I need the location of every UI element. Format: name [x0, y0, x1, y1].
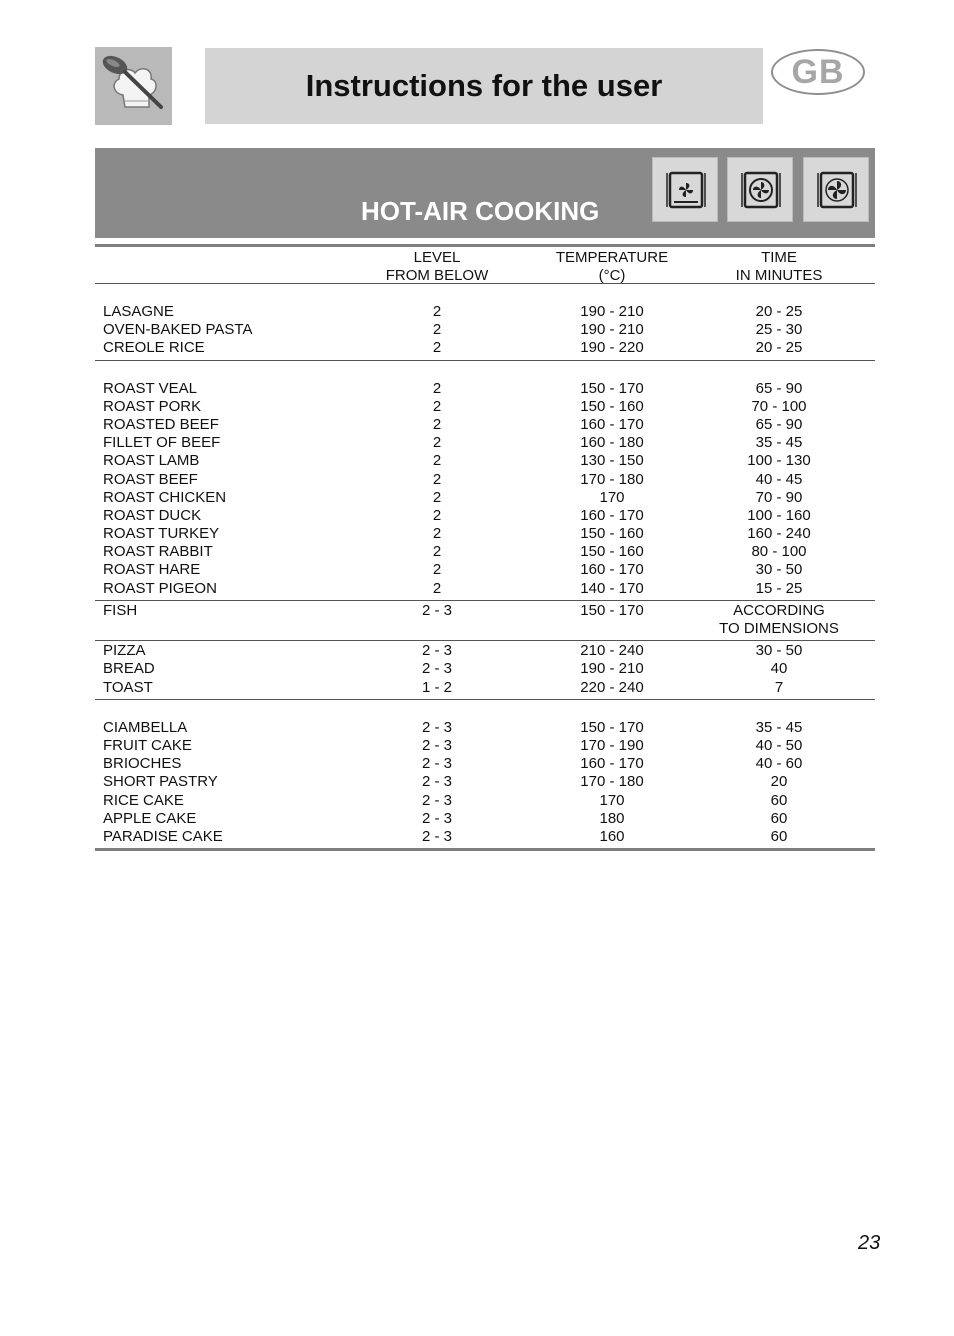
level-cell: 2	[432, 525, 442, 543]
table-header	[95, 247, 875, 284]
time-cell: 70 - 90	[755, 488, 803, 506]
temperature-cell: 190 - 210	[580, 660, 644, 678]
table-row	[95, 303, 875, 321]
time-cell: 65 - 90	[755, 415, 803, 433]
temperature-cell: 160 - 170	[580, 561, 644, 579]
section-banner	[95, 148, 875, 238]
table-row	[95, 642, 875, 660]
table-row	[95, 679, 875, 697]
level-cell: 2 - 3	[421, 718, 452, 736]
table-row	[95, 339, 875, 357]
table-row	[95, 452, 875, 470]
dish-name: FISH	[103, 601, 138, 619]
level-cell: 2 - 3	[421, 773, 452, 791]
time-cell: 40 - 45	[755, 470, 803, 488]
level-cell: 2	[432, 379, 442, 397]
time-cell: 35 - 45	[755, 434, 803, 452]
dish-name: RICE CAKE	[103, 791, 184, 809]
temperature-cell: 160 - 170	[580, 755, 644, 773]
table-row	[95, 810, 875, 828]
brand-logo	[95, 47, 172, 125]
temperature-cell: 190 - 210	[580, 303, 644, 320]
temperature-cell: 170 - 180	[580, 773, 644, 791]
time-cell: 20	[770, 773, 788, 791]
dish-name: ROAST VEAL	[103, 379, 197, 397]
time-cell: 60	[770, 827, 788, 845]
table-row	[95, 380, 875, 398]
dish-name: TOAST	[103, 678, 153, 696]
time-cell: 30 - 50	[755, 561, 803, 579]
dish-name: ROAST PORK	[103, 397, 202, 415]
table-row	[95, 416, 875, 434]
temperature-cell: 160 - 180	[580, 434, 644, 452]
header-temperature-line2: (°C)	[598, 267, 626, 285]
time-cell: 60	[770, 809, 788, 827]
row-group	[95, 601, 875, 641]
time-cell: 65 - 90	[755, 379, 803, 397]
temperature-cell: 150 - 170	[580, 718, 644, 736]
time-cell: 7	[774, 678, 784, 696]
header-time-line1: TIME	[761, 249, 797, 266]
table-row	[95, 828, 875, 846]
page-number: 23	[858, 1232, 881, 1254]
temperature-cell: 160	[599, 827, 625, 845]
dish-name: FILLET OF BEEF	[103, 434, 221, 452]
table-row	[95, 543, 875, 561]
table-row	[95, 602, 875, 620]
row-group	[95, 641, 875, 700]
header-temperature-line1: TEMPERATURE	[555, 249, 669, 266]
dish-name: BRIOCHES	[103, 755, 182, 773]
time-cell: 20 - 25	[755, 339, 803, 357]
cooking-table	[95, 244, 875, 851]
dish-name: PIZZA	[103, 642, 146, 660]
temperature-cell: 160 - 170	[580, 415, 644, 433]
table-body	[95, 284, 875, 851]
level-cell: 2	[432, 434, 442, 452]
time-cell: 100 - 160	[747, 506, 811, 524]
dish-name: ROAST CHICKEN	[103, 488, 227, 506]
dish-name: ROAST RABBIT	[103, 543, 213, 561]
table-row	[95, 398, 875, 416]
table-row	[95, 773, 875, 791]
time-cell: TO DIMENSIONS	[719, 620, 839, 637]
level-cell: 2	[432, 339, 442, 357]
temperature-cell: 150 - 170	[580, 601, 644, 619]
dish-name: OVEN-BAKED PASTA	[103, 321, 253, 339]
table-row	[95, 434, 875, 452]
level-cell: 2 - 3	[421, 755, 452, 773]
dish-name: ROAST LAMB	[103, 452, 200, 470]
temperature-cell: 170	[599, 488, 625, 506]
chef-hat-spoon-icon	[95, 47, 172, 125]
dish-name: ROAST TURKEY	[103, 525, 220, 543]
dish-name: LASAGNE	[103, 303, 174, 320]
temperature-cell: 150 - 170	[580, 379, 644, 397]
time-cell: 100 - 130	[747, 452, 811, 470]
table-row	[95, 321, 875, 339]
dish-name: CREOLE RICE	[103, 339, 205, 357]
temperature-cell: 150 - 160	[580, 543, 644, 561]
table-row	[95, 792, 875, 810]
table-row	[95, 737, 875, 755]
time-cell: 160 - 240	[747, 525, 811, 543]
temperature-cell: 190 - 210	[580, 321, 644, 339]
temperature-cell: 160 - 170	[580, 506, 644, 524]
dish-name: ROAST HARE	[103, 561, 201, 579]
language-badge	[771, 49, 865, 95]
dish-name: APPLE CAKE	[103, 809, 197, 827]
table-row	[95, 719, 875, 737]
level-cell: 2	[432, 488, 442, 506]
header-time-line2: IN MINUTES	[735, 267, 823, 285]
table-row	[95, 525, 875, 543]
time-cell: 40 - 60	[755, 755, 803, 773]
fan-ring-heat-icon	[727, 157, 793, 222]
row-group	[95, 700, 875, 851]
table-row	[95, 489, 875, 507]
time-cell: 30 - 50	[755, 642, 803, 660]
table-row	[95, 561, 875, 579]
temperature-cell: 130 - 150	[580, 452, 644, 470]
dish-name: BREAD	[103, 660, 155, 678]
time-cell: 25 - 30	[755, 321, 803, 339]
level-cell: 2	[432, 543, 442, 561]
temperature-cell: 170 - 180	[580, 470, 644, 488]
level-cell: 2	[432, 470, 442, 488]
table-row	[95, 660, 875, 678]
level-cell: 2	[432, 303, 442, 320]
time-cell: 20 - 25	[755, 303, 803, 320]
page-header	[205, 48, 763, 124]
level-cell: 2	[432, 561, 442, 579]
level-cell: 2 - 3	[421, 642, 452, 660]
header-time	[679, 249, 879, 285]
level-cell: 2	[432, 579, 442, 597]
time-cell: 35 - 45	[755, 718, 803, 736]
dish-name: ROASTED BEEF	[103, 415, 219, 433]
level-cell: 2	[432, 321, 442, 339]
time-cell: 80 - 100	[751, 543, 807, 561]
level-cell: 2	[432, 506, 442, 524]
level-cell: 2	[432, 397, 442, 415]
dish-name: CIAMBELLA	[103, 718, 188, 736]
dish-name: ROAST BEEF	[103, 470, 198, 488]
section-title: HOT-AIR COOKING	[361, 196, 600, 226]
table-row	[95, 507, 875, 525]
header-level	[337, 249, 537, 285]
table-row	[95, 755, 875, 773]
temperature-cell: 180	[599, 809, 625, 827]
time-cell: 70 - 100	[751, 397, 807, 415]
temperature-cell: 190 - 220	[580, 339, 644, 357]
language-badge-label: GB	[791, 52, 845, 91]
temperature-cell: 210 - 240	[580, 642, 644, 660]
fan-icon	[803, 157, 869, 222]
temperature-cell: 170 - 190	[580, 736, 644, 754]
temperature-cell: 140 - 170	[580, 579, 644, 597]
row-group	[95, 284, 875, 361]
time-cell: 15 - 25	[755, 579, 803, 597]
temperature-cell: 220 - 240	[580, 678, 644, 696]
time-cell: 60	[770, 791, 788, 809]
level-cell: 2 - 3	[421, 809, 452, 827]
dish-name: SHORT PASTRY	[103, 773, 218, 791]
level-cell: 1 - 2	[421, 678, 452, 696]
table-row	[95, 620, 875, 638]
time-cell: ACCORDING	[733, 601, 825, 619]
level-cell: 2 - 3	[421, 660, 452, 678]
temperature-cell: 170	[599, 791, 625, 809]
level-cell: 2 - 3	[421, 791, 452, 809]
dish-name: ROAST DUCK	[103, 506, 202, 524]
level-cell: 2	[432, 415, 442, 433]
temperature-cell: 150 - 160	[580, 397, 644, 415]
table-row	[95, 471, 875, 489]
time-cell: 40	[770, 660, 788, 678]
table-row	[95, 580, 875, 598]
row-group	[95, 361, 875, 601]
page-title: Instructions for the user	[305, 68, 663, 103]
dish-name: ROAST PIGEON	[103, 579, 217, 597]
time-cell: 40 - 50	[755, 736, 803, 754]
header-level-line1: LEVEL	[413, 249, 461, 266]
fan-bottom-heat-icon	[652, 157, 718, 222]
level-cell: 2	[432, 452, 442, 470]
level-cell: 2 - 3	[421, 736, 452, 754]
temperature-cell: 150 - 160	[580, 525, 644, 543]
level-cell: 2 - 3	[421, 601, 452, 619]
dish-name: PARADISE CAKE	[103, 827, 223, 845]
header-level-line2: FROM BELOW	[385, 267, 489, 285]
level-cell: 2 - 3	[421, 827, 452, 845]
dish-name: FRUIT CAKE	[103, 736, 192, 754]
